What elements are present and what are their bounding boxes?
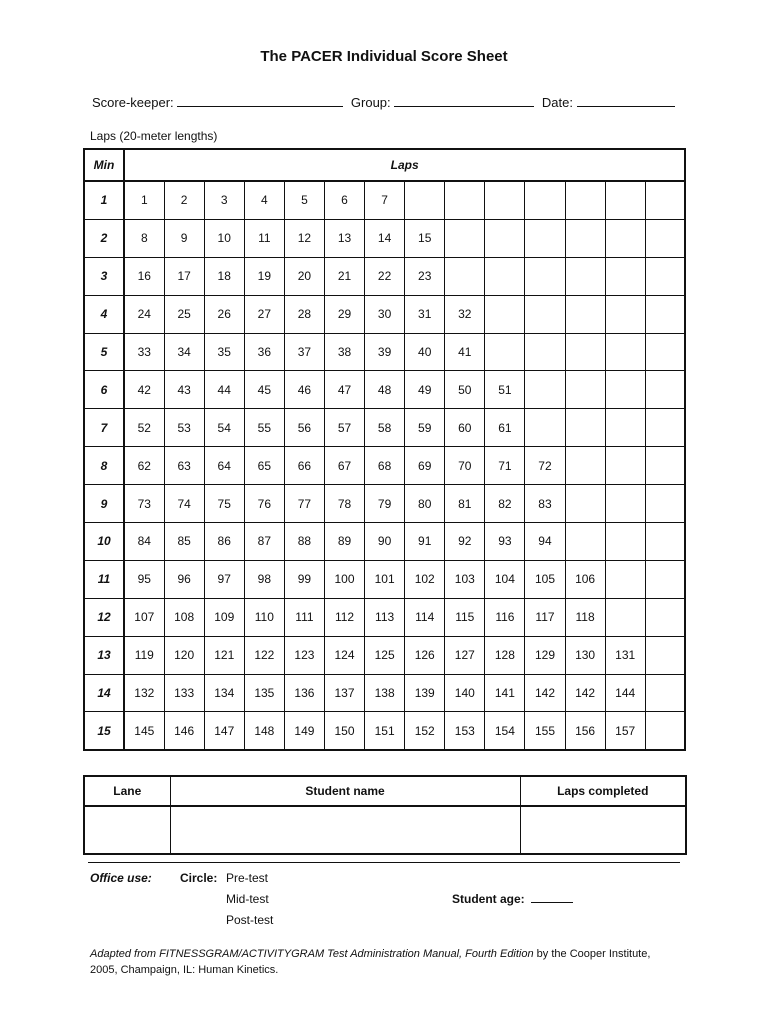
laps-completed-header: Laps completed <box>520 776 686 806</box>
minute-cell: 14 <box>84 674 124 712</box>
minute-cell: 2 <box>84 219 124 257</box>
lap-cell[interactable]: 108 <box>164 598 204 636</box>
lap-cell-empty[interactable] <box>645 447 685 485</box>
minute-cell: 12 <box>84 598 124 636</box>
lap-cell[interactable]: 139 <box>405 674 445 712</box>
lap-cell-empty[interactable] <box>645 409 685 447</box>
minute-cell: 13 <box>84 636 124 674</box>
laps-row <box>84 674 685 712</box>
lap-cell[interactable]: 132 <box>124 674 164 712</box>
lap-cell-empty[interactable] <box>525 371 565 409</box>
lap-cell-empty[interactable] <box>645 523 685 561</box>
lap-cell[interactable]: 73 <box>124 485 164 523</box>
lap-cell[interactable]: 114 <box>405 598 445 636</box>
lap-cell[interactable]: 107 <box>124 598 164 636</box>
lap-cell-empty[interactable] <box>565 257 605 295</box>
lap-cell[interactable]: 152 <box>405 712 445 750</box>
lap-cell[interactable]: 93 <box>485 523 525 561</box>
lap-cell[interactable]: 75 <box>204 485 244 523</box>
lap-cell[interactable]: 121 <box>204 636 244 674</box>
lap-cell-empty[interactable] <box>645 674 685 712</box>
lap-cell[interactable]: 99 <box>284 560 324 598</box>
lap-cell-empty[interactable] <box>645 257 685 295</box>
lap-cell[interactable]: 8 <box>124 219 164 257</box>
lap-cell[interactable]: 22 <box>365 257 405 295</box>
lap-cell[interactable]: 136 <box>284 674 324 712</box>
lap-cell-empty[interactable] <box>445 257 485 295</box>
lap-cell[interactable]: 74 <box>164 485 204 523</box>
lap-cell[interactable]: 140 <box>445 674 485 712</box>
lap-cell[interactable]: 7 <box>365 181 405 219</box>
minute-cell: 4 <box>84 295 124 333</box>
lap-cell[interactable]: 155 <box>525 712 565 750</box>
lap-cell[interactable]: 82 <box>485 485 525 523</box>
lap-cell-empty[interactable] <box>565 219 605 257</box>
student-table <box>83 775 687 855</box>
lap-cell[interactable]: 54 <box>204 409 244 447</box>
lap-cell[interactable]: 124 <box>324 636 364 674</box>
laps-caption: Laps (20-meter lengths) <box>90 129 218 143</box>
lap-cell[interactable]: 44 <box>204 371 244 409</box>
scorekeeper-field[interactable] <box>177 94 343 107</box>
lap-cell[interactable]: 98 <box>244 560 284 598</box>
lap-cell[interactable]: 53 <box>164 409 204 447</box>
lap-cell[interactable]: 27 <box>244 295 284 333</box>
lap-cell[interactable]: 149 <box>284 712 324 750</box>
lap-cell-empty[interactable] <box>525 333 565 371</box>
lap-cell-empty[interactable] <box>565 485 605 523</box>
lap-cell[interactable]: 65 <box>244 447 284 485</box>
laps-row <box>84 560 685 598</box>
lap-cell-empty[interactable] <box>605 409 645 447</box>
lap-cell[interactable]: 13 <box>324 219 364 257</box>
lap-cell[interactable]: 35 <box>204 333 244 371</box>
lap-cell[interactable]: 29 <box>324 295 364 333</box>
lap-cell[interactable]: 142 <box>565 674 605 712</box>
scorekeeper-label: Score-keeper: <box>92 95 174 110</box>
lap-cell[interactable]: 70 <box>445 447 485 485</box>
minute-cell: 11 <box>84 560 124 598</box>
lap-cell[interactable]: 37 <box>284 333 324 371</box>
lap-cell[interactable]: 138 <box>365 674 405 712</box>
minute-cell: 3 <box>84 257 124 295</box>
lap-cell[interactable]: 51 <box>485 371 525 409</box>
lap-cell[interactable]: 153 <box>445 712 485 750</box>
office-use-label: Office use: <box>90 871 152 885</box>
lap-cell-empty[interactable] <box>645 371 685 409</box>
student-age-label: Student age: <box>452 892 525 906</box>
lap-cell-empty[interactable] <box>645 712 685 750</box>
footnote-citation: by the Cooper Institute, 2005, Champaign, IL: Human Kinetics. <box>90 948 651 976</box>
lap-cell-empty[interactable] <box>485 257 525 295</box>
lap-cell[interactable]: 67 <box>324 447 364 485</box>
lane-header: Lane <box>84 776 170 806</box>
lap-cell[interactable]: 90 <box>365 523 405 561</box>
minute-cell: 15 <box>84 712 124 750</box>
lap-cell-empty[interactable] <box>485 333 525 371</box>
lap-cell[interactable]: 85 <box>164 523 204 561</box>
lap-cell-empty[interactable] <box>645 295 685 333</box>
lap-cell[interactable]: 16 <box>124 257 164 295</box>
minute-cell: 1 <box>84 181 124 219</box>
lap-cell-empty[interactable] <box>565 333 605 371</box>
lap-cell[interactable]: 92 <box>445 523 485 561</box>
lap-cell-empty[interactable] <box>605 598 645 636</box>
lap-cell[interactable]: 56 <box>284 409 324 447</box>
lap-cell[interactable]: 68 <box>365 447 405 485</box>
lap-cell-empty[interactable] <box>605 371 645 409</box>
laps-header: Laps <box>124 149 685 181</box>
lap-cell-empty[interactable] <box>605 560 645 598</box>
lap-cell[interactable]: 118 <box>565 598 605 636</box>
lap-cell[interactable]: 60 <box>445 409 485 447</box>
lap-cell[interactable]: 38 <box>324 333 364 371</box>
lap-cell-empty[interactable] <box>605 219 645 257</box>
lap-cell-empty[interactable] <box>445 181 485 219</box>
lap-cell[interactable]: 103 <box>445 560 485 598</box>
lap-cell[interactable]: 134 <box>204 674 244 712</box>
minute-cell: 9 <box>84 485 124 523</box>
lap-cell[interactable]: 79 <box>365 485 405 523</box>
lap-cell[interactable]: 146 <box>164 712 204 750</box>
lap-cell[interactable]: 145 <box>124 712 164 750</box>
lap-cell[interactable]: 89 <box>324 523 364 561</box>
lap-cell[interactable]: 156 <box>565 712 605 750</box>
laps-row <box>84 712 685 750</box>
laps-row <box>84 181 685 219</box>
lap-cell[interactable]: 106 <box>565 560 605 598</box>
lap-cell[interactable]: 23 <box>405 257 445 295</box>
laps-row <box>84 333 685 371</box>
lap-cell[interactable]: 97 <box>204 560 244 598</box>
lap-cell[interactable]: 10 <box>204 219 244 257</box>
lap-cell[interactable]: 50 <box>445 371 485 409</box>
lap-cell[interactable]: 91 <box>405 523 445 561</box>
lane-cell[interactable] <box>84 806 170 854</box>
student-age <box>452 892 573 906</box>
lap-cell[interactable]: 26 <box>204 295 244 333</box>
footnote <box>90 946 680 978</box>
lap-cell[interactable]: 84 <box>124 523 164 561</box>
lap-cell[interactable]: 21 <box>324 257 364 295</box>
lap-cell[interactable]: 133 <box>164 674 204 712</box>
footnote-source-title: Adapted from FITNESSGRAM/ACTIVITYGRAM Test Administration Manual, Fourth Edition <box>90 948 534 960</box>
lap-cell[interactable]: 61 <box>485 409 525 447</box>
lap-cell[interactable]: 46 <box>284 371 324 409</box>
lap-cell-empty[interactable] <box>485 219 525 257</box>
lap-cell[interactable]: 148 <box>244 712 284 750</box>
laps-row <box>84 219 685 257</box>
lap-cell-empty[interactable] <box>485 181 525 219</box>
lap-cell-empty[interactable] <box>565 447 605 485</box>
lap-cell[interactable]: 109 <box>204 598 244 636</box>
lap-cell[interactable]: 80 <box>405 485 445 523</box>
lap-cell-empty[interactable] <box>605 523 645 561</box>
minute-cell: 5 <box>84 333 124 371</box>
lap-cell[interactable]: 24 <box>124 295 164 333</box>
lap-cell[interactable]: 110 <box>244 598 284 636</box>
lap-cell-empty[interactable] <box>645 485 685 523</box>
lap-cell[interactable]: 100 <box>324 560 364 598</box>
lap-cell[interactable]: 52 <box>124 409 164 447</box>
lap-cell[interactable]: 25 <box>164 295 204 333</box>
laps-row <box>84 598 685 636</box>
laps-row <box>84 295 685 333</box>
lap-cell[interactable]: 6 <box>324 181 364 219</box>
lap-cell[interactable]: 55 <box>244 409 284 447</box>
lap-cell[interactable]: 144 <box>605 674 645 712</box>
lap-cell[interactable]: 88 <box>284 523 324 561</box>
lap-cell[interactable]: 72 <box>525 447 565 485</box>
lap-cell[interactable]: 14 <box>365 219 405 257</box>
laps-row <box>84 409 685 447</box>
lap-cell[interactable]: 11 <box>244 219 284 257</box>
lap-cell[interactable]: 141 <box>485 674 525 712</box>
lap-cell[interactable]: 94 <box>525 523 565 561</box>
laps-table <box>83 148 686 751</box>
lap-cell[interactable]: 123 <box>284 636 324 674</box>
lap-cell[interactable]: 66 <box>284 447 324 485</box>
lap-cell-empty[interactable] <box>645 333 685 371</box>
lap-cell[interactable]: 19 <box>244 257 284 295</box>
lap-cell[interactable]: 4 <box>244 181 284 219</box>
lap-cell[interactable]: 28 <box>284 295 324 333</box>
lap-cell[interactable]: 69 <box>405 447 445 485</box>
lap-cell[interactable]: 130 <box>565 636 605 674</box>
lap-cell[interactable]: 157 <box>605 712 645 750</box>
lap-cell[interactable]: 9 <box>164 219 204 257</box>
lap-cell[interactable]: 41 <box>445 333 485 371</box>
student-name-cell[interactable] <box>170 806 520 854</box>
minute-cell: 7 <box>84 409 124 447</box>
lap-cell[interactable]: 86 <box>204 523 244 561</box>
lap-cell-empty[interactable] <box>605 485 645 523</box>
laps-completed-cell[interactable] <box>520 806 686 854</box>
lap-cell[interactable]: 42 <box>124 371 164 409</box>
lap-cell[interactable]: 15 <box>405 219 445 257</box>
divider-line <box>88 862 680 863</box>
lap-cell[interactable]: 17 <box>164 257 204 295</box>
lap-cell[interactable]: 147 <box>204 712 244 750</box>
lap-cell[interactable]: 59 <box>405 409 445 447</box>
lap-cell[interactable]: 129 <box>525 636 565 674</box>
lap-cell[interactable]: 77 <box>284 485 324 523</box>
lap-cell-empty[interactable] <box>525 257 565 295</box>
lap-cell-empty[interactable] <box>645 598 685 636</box>
option-post-test[interactable]: Post-test <box>226 913 274 927</box>
lap-cell-empty[interactable] <box>605 257 645 295</box>
lap-cell-empty[interactable] <box>645 219 685 257</box>
lap-cell[interactable]: 57 <box>324 409 364 447</box>
lap-cell[interactable]: 116 <box>485 598 525 636</box>
lap-cell-empty[interactable] <box>565 523 605 561</box>
lap-cell-empty[interactable] <box>605 333 645 371</box>
lap-cell[interactable]: 63 <box>164 447 204 485</box>
lap-cell[interactable]: 12 <box>284 219 324 257</box>
lap-cell[interactable]: 142 <box>525 674 565 712</box>
lap-cell-empty[interactable] <box>485 295 525 333</box>
lap-cell[interactable]: 48 <box>365 371 405 409</box>
lap-cell[interactable]: 49 <box>405 371 445 409</box>
lap-cell[interactable]: 151 <box>365 712 405 750</box>
option-pre-test[interactable]: Pre-test <box>226 871 269 885</box>
lap-cell[interactable]: 96 <box>164 560 204 598</box>
lap-cell-empty[interactable] <box>525 219 565 257</box>
laps-row <box>84 447 685 485</box>
laps-row <box>84 257 685 295</box>
lap-cell[interactable]: 117 <box>525 598 565 636</box>
lap-cell[interactable]: 87 <box>244 523 284 561</box>
lap-cell[interactable]: 36 <box>244 333 284 371</box>
lap-cell[interactable]: 30 <box>365 295 405 333</box>
lap-cell[interactable]: 115 <box>445 598 485 636</box>
min-header: Min <box>84 149 124 181</box>
lap-cell[interactable]: 20 <box>284 257 324 295</box>
laps-row <box>84 371 685 409</box>
lap-cell[interactable]: 126 <box>405 636 445 674</box>
laps-row <box>84 636 685 674</box>
lap-cell-empty[interactable] <box>605 295 645 333</box>
minute-cell: 8 <box>84 447 124 485</box>
lap-cell-empty[interactable] <box>405 181 445 219</box>
date-label: Date: <box>541 95 573 110</box>
lap-cell[interactable]: 40 <box>405 333 445 371</box>
lap-cell[interactable]: 105 <box>525 560 565 598</box>
lap-cell[interactable]: 83 <box>525 485 565 523</box>
lap-cell[interactable]: 43 <box>164 371 204 409</box>
lap-cell[interactable]: 18 <box>204 257 244 295</box>
lap-cell[interactable]: 112 <box>324 598 364 636</box>
lap-cell[interactable]: 120 <box>164 636 204 674</box>
lap-cell-empty[interactable] <box>525 181 565 219</box>
lap-cell-empty[interactable] <box>605 447 645 485</box>
lap-cell[interactable]: 31 <box>405 295 445 333</box>
lap-cell[interactable]: 45 <box>244 371 284 409</box>
lap-cell-empty[interactable] <box>605 181 645 219</box>
lap-cell-empty[interactable] <box>565 181 605 219</box>
lap-cell[interactable]: 102 <box>405 560 445 598</box>
lap-cell-empty[interactable] <box>525 409 565 447</box>
lap-cell-empty[interactable] <box>445 219 485 257</box>
lap-cell[interactable]: 5 <box>284 181 324 219</box>
lap-cell[interactable]: 95 <box>124 560 164 598</box>
lap-cell[interactable]: 131 <box>605 636 645 674</box>
header-fields <box>92 94 682 110</box>
option-mid-test[interactable]: Mid-test <box>226 892 269 906</box>
lap-cell[interactable]: 125 <box>365 636 405 674</box>
group-field[interactable] <box>394 94 534 107</box>
lap-cell[interactable]: 135 <box>244 674 284 712</box>
lap-cell[interactable]: 101 <box>365 560 405 598</box>
laps-row <box>84 485 685 523</box>
lap-cell[interactable]: 33 <box>124 333 164 371</box>
lap-cell[interactable]: 32 <box>445 295 485 333</box>
lap-cell[interactable]: 62 <box>124 447 164 485</box>
lap-cell-empty[interactable] <box>565 371 605 409</box>
lap-cell[interactable]: 1 <box>124 181 164 219</box>
lap-cell[interactable]: 81 <box>445 485 485 523</box>
lap-cell[interactable]: 137 <box>324 674 364 712</box>
lap-cell[interactable]: 3 <box>204 181 244 219</box>
circle-label: Circle: <box>180 871 218 885</box>
student-name-header: Student name <box>170 776 520 806</box>
lap-cell[interactable]: 47 <box>324 371 364 409</box>
lap-cell[interactable]: 58 <box>365 409 405 447</box>
lap-cell-empty[interactable] <box>565 295 605 333</box>
lap-cell[interactable]: 127 <box>445 636 485 674</box>
date-field[interactable] <box>577 94 675 107</box>
minute-cell: 10 <box>84 523 124 561</box>
group-label: Group: <box>350 95 391 110</box>
lap-cell-empty[interactable] <box>565 409 605 447</box>
lap-cell[interactable]: 39 <box>365 333 405 371</box>
lap-cell[interactable]: 71 <box>485 447 525 485</box>
lap-cell[interactable]: 150 <box>324 712 364 750</box>
lap-cell[interactable]: 34 <box>164 333 204 371</box>
lap-cell-empty[interactable] <box>645 636 685 674</box>
lap-cell[interactable]: 64 <box>204 447 244 485</box>
lap-cell[interactable]: 104 <box>485 560 525 598</box>
lap-cell[interactable]: 78 <box>324 485 364 523</box>
lap-cell[interactable]: 2 <box>164 181 204 219</box>
lap-cell-empty[interactable] <box>645 181 685 219</box>
lap-cell[interactable]: 154 <box>485 712 525 750</box>
lap-cell[interactable]: 128 <box>485 636 525 674</box>
page-title: The PACER Individual Score Sheet <box>260 48 508 65</box>
lap-cell[interactable]: 113 <box>365 598 405 636</box>
minute-cell: 6 <box>84 371 124 409</box>
laps-row <box>84 523 685 561</box>
lap-cell[interactable]: 111 <box>284 598 324 636</box>
lap-cell-empty[interactable] <box>525 295 565 333</box>
lap-cell-empty[interactable] <box>645 560 685 598</box>
lap-cell[interactable]: 122 <box>244 636 284 674</box>
student-age-field[interactable] <box>531 892 573 903</box>
lap-cell[interactable]: 119 <box>124 636 164 674</box>
lap-cell[interactable]: 76 <box>244 485 284 523</box>
